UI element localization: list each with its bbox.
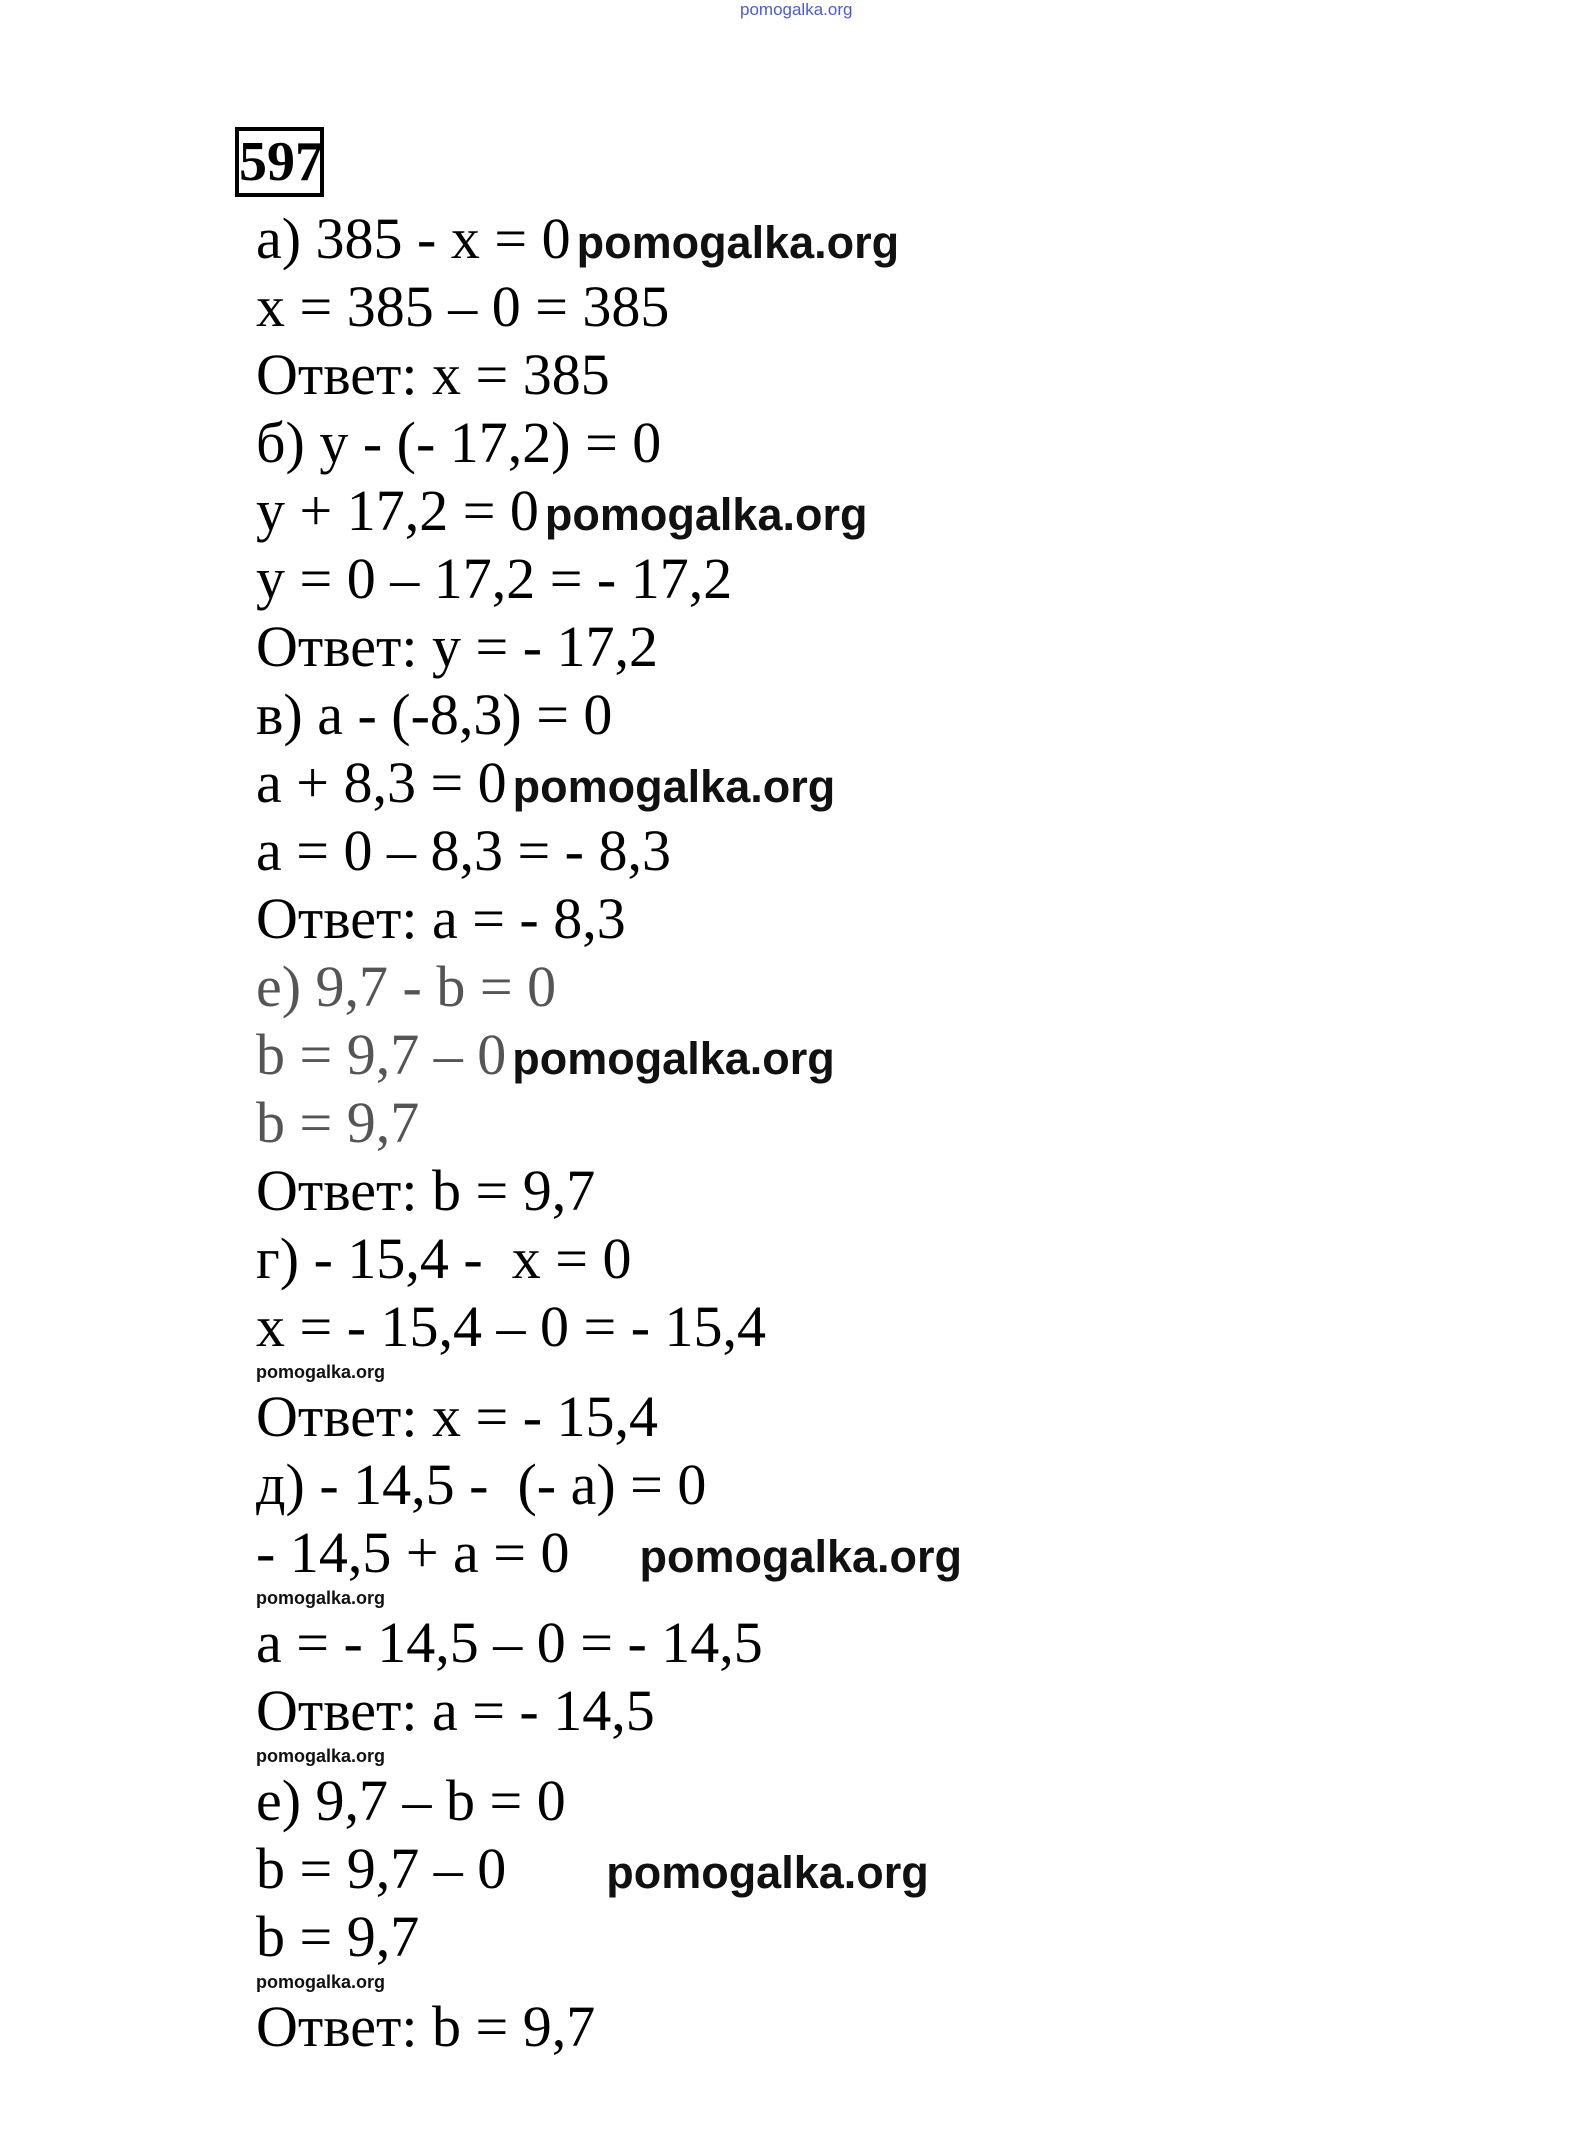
solution-line [256, 817, 962, 885]
solution-line-text: Ответ: x = - 15,4 [256, 1384, 659, 1449]
solution-line-text: г) - 15,4 - x = 0 [256, 1226, 632, 1291]
watermark: pomogalka.org [606, 1847, 929, 1898]
solution-line-text: x = - 15,4 – 0 = - 15,4 [256, 1294, 767, 1359]
solution-line-text: b = 9,7 [256, 1090, 420, 1155]
solution-line-text: е) 9,7 - b = 0 [256, 954, 557, 1019]
solution-line [256, 1225, 962, 1293]
solution-line-text: Ответ: a = - 8,3 [256, 886, 626, 951]
solution-line [256, 1383, 962, 1451]
solution-line-text: x = 385 – 0 = 385 [256, 274, 670, 339]
solution-line [256, 1903, 962, 1971]
solution-line [256, 341, 962, 409]
solution-line-text: Ответ: b = 9,7 [256, 1994, 596, 2059]
solution-line [256, 205, 962, 273]
watermark: pomogalka.org [512, 1033, 835, 1084]
watermark: pomogalka.org [512, 761, 836, 812]
solution-line-text: b = 9,7 – 0 [256, 1836, 507, 1901]
watermark-small: pomogalka.org [256, 1972, 386, 1992]
watermark: pomogalka.org [639, 1531, 963, 1582]
watermark-small: pomogalka.org [256, 1362, 386, 1382]
solution-line-text: Ответ: y = - 17,2 [256, 614, 659, 679]
solution-line [256, 1519, 962, 1587]
solution-line [256, 1293, 962, 1361]
solution-line-text: Ответ: b = 9,7 [256, 1158, 596, 1223]
solution-line [256, 749, 962, 817]
solution-line [256, 1089, 962, 1157]
solution-line [256, 681, 962, 749]
watermark: pomogalka.org [544, 489, 868, 540]
solution-line [256, 1157, 962, 1225]
solution-line-text: - 14,5 + a = 0 [256, 1520, 570, 1585]
solution-line [256, 953, 962, 1021]
solution-line-text: е) 9,7 – b = 0 [256, 1768, 566, 1833]
solution-line-text: Ответ: x = 385 [256, 342, 610, 407]
solution-line [256, 1767, 962, 1835]
solution-line [256, 273, 962, 341]
solution-line [256, 1021, 962, 1089]
solution-line-text: y = 0 – 17,2 = - 17,2 [256, 546, 733, 611]
solution-line [256, 1993, 962, 2061]
solution-line-text: б) y - (- 17,2) = 0 [256, 410, 662, 475]
solution-line [256, 477, 962, 545]
solution-line [256, 545, 962, 613]
solution-line-text: b = 9,7 [256, 1904, 420, 1969]
solution-line-text: a = 0 – 8,3 = - 8,3 [256, 818, 671, 883]
solution-line [256, 1609, 962, 1677]
solution-line-text: Ответ: a = - 14,5 [256, 1678, 655, 1743]
solution-line [256, 1677, 962, 1745]
solution-line-text: a + 8,3 = 0 [256, 750, 507, 815]
solution-line [256, 409, 962, 477]
solution-line-text: a = - 14,5 – 0 = - 14,5 [256, 1610, 763, 1675]
watermark: pomogalka.org [576, 217, 900, 268]
solution-line-text: y + 17,2 = 0 [256, 478, 539, 543]
solution-line [256, 1835, 962, 1903]
watermark-top: pomogalka.org [740, 0, 853, 19]
solution-line-text: в) a - (-8,3) = 0 [256, 682, 613, 747]
solution-line-text: а) 385 - x = 0 [256, 206, 571, 271]
solution-line [256, 613, 962, 681]
solution-line [256, 1451, 962, 1519]
watermark-small: pomogalka.org [256, 1746, 386, 1766]
solution-lines [256, 205, 962, 2061]
solution-line [256, 885, 962, 953]
solution-line-text: д) - 14,5 - (- a) = 0 [256, 1452, 707, 1517]
solution-line-text: b = 9,7 – 0 [256, 1022, 507, 1087]
watermark-small: pomogalka.org [256, 1588, 386, 1608]
problem-number: 597 [235, 127, 324, 197]
